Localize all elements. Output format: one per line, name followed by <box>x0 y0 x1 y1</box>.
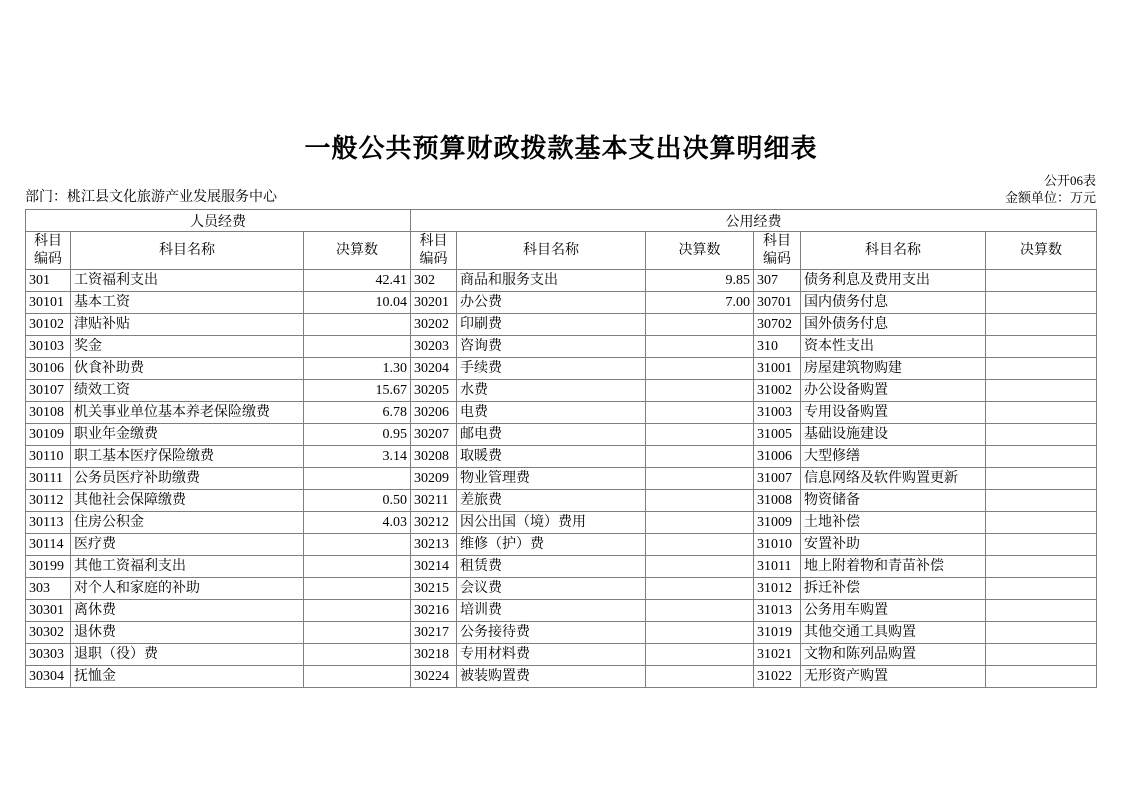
cell-code: 307 <box>754 270 801 292</box>
cell-code: 30214 <box>411 556 457 578</box>
cell-code: 30212 <box>411 512 457 534</box>
cell-name: 伙食补助费 <box>71 358 304 380</box>
cell-name: 水费 <box>457 380 646 402</box>
cell-code: 30202 <box>411 314 457 336</box>
cell-value <box>304 644 411 666</box>
cell-code: 302 <box>411 270 457 292</box>
table-row <box>26 622 1097 644</box>
cell-name: 国外债务付息 <box>801 314 986 336</box>
col-header-code: 科目编码 <box>26 232 71 270</box>
cell-value <box>646 446 754 468</box>
content-area <box>25 172 1096 688</box>
col-header-name: 科目名称 <box>801 232 986 270</box>
cell-value <box>304 622 411 644</box>
cell-value: 1.30 <box>304 358 411 380</box>
table-row <box>26 512 1097 534</box>
table-row <box>26 446 1097 468</box>
cell-code: 30702 <box>754 314 801 336</box>
cell-value <box>646 622 754 644</box>
cell-name: 对个人和家庭的补助 <box>71 578 304 600</box>
cell-name: 专用材料费 <box>457 644 646 666</box>
cell-value <box>304 556 411 578</box>
cell-value <box>304 666 411 688</box>
cell-name: 其他交通工具购置 <box>801 622 986 644</box>
cell-name: 职工基本医疗保险缴费 <box>71 446 304 468</box>
cell-value: 15.67 <box>304 380 411 402</box>
cell-value <box>646 644 754 666</box>
cell-value <box>986 468 1097 490</box>
cell-code: 30208 <box>411 446 457 468</box>
meta-row <box>25 189 1096 207</box>
cell-code: 30224 <box>411 666 457 688</box>
cell-code: 30209 <box>411 468 457 490</box>
cell-name: 手续费 <box>457 358 646 380</box>
cell-code: 31001 <box>754 358 801 380</box>
cell-value <box>646 402 754 424</box>
cell-code: 31005 <box>754 424 801 446</box>
cell-code: 31011 <box>754 556 801 578</box>
cell-name: 土地补偿 <box>801 512 986 534</box>
cell-value: 0.95 <box>304 424 411 446</box>
cell-name: 无形资产购置 <box>801 666 986 688</box>
cell-value <box>304 600 411 622</box>
cell-code: 31019 <box>754 622 801 644</box>
cell-code: 30106 <box>26 358 71 380</box>
cell-name: 公务员医疗补助缴费 <box>71 468 304 490</box>
cell-name: 职业年金缴费 <box>71 424 304 446</box>
cell-value <box>986 314 1097 336</box>
cell-value <box>986 534 1097 556</box>
table-row <box>26 402 1097 424</box>
cell-code: 30103 <box>26 336 71 358</box>
table-row <box>26 534 1097 556</box>
cell-value <box>304 534 411 556</box>
cell-name: 办公设备购置 <box>801 380 986 402</box>
cell-code: 30110 <box>26 446 71 468</box>
cell-name: 安置补助 <box>801 534 986 556</box>
cell-value: 6.78 <box>304 402 411 424</box>
cell-name: 医疗费 <box>71 534 304 556</box>
cell-name: 抚恤金 <box>71 666 304 688</box>
cell-code: 30206 <box>411 402 457 424</box>
cell-code: 31002 <box>754 380 801 402</box>
cell-value <box>304 468 411 490</box>
cell-name: 商品和服务支出 <box>457 270 646 292</box>
cell-name: 电费 <box>457 402 646 424</box>
cell-value: 0.50 <box>304 490 411 512</box>
cell-value <box>986 358 1097 380</box>
cell-code: 31008 <box>754 490 801 512</box>
col-header-code: 科目编码 <box>754 232 801 270</box>
table-code-label: 公开06表 <box>1043 173 1096 188</box>
cell-value <box>646 578 754 600</box>
cell-code: 30215 <box>411 578 457 600</box>
cell-name: 房屋建筑物购建 <box>801 358 986 380</box>
cell-value <box>646 490 754 512</box>
cell-name: 基础设施建设 <box>801 424 986 446</box>
cell-name: 取暖费 <box>457 446 646 468</box>
cell-value <box>646 314 754 336</box>
cell-value: 7.00 <box>646 292 754 314</box>
cell-value <box>646 336 754 358</box>
table-body <box>26 270 1097 688</box>
cell-value <box>986 292 1097 314</box>
cell-name: 文物和陈列品购置 <box>801 644 986 666</box>
cell-value <box>986 490 1097 512</box>
cell-name: 印刷费 <box>457 314 646 336</box>
cell-code: 30111 <box>26 468 71 490</box>
cell-value: 9.85 <box>646 270 754 292</box>
cell-code: 30201 <box>411 292 457 314</box>
cell-name: 国内债务付息 <box>801 292 986 314</box>
cell-value: 10.04 <box>304 292 411 314</box>
cell-name: 债务利息及费用支出 <box>801 270 986 292</box>
group-header-public: 公用经费 <box>411 210 1097 232</box>
cell-code: 31009 <box>754 512 801 534</box>
cell-code: 30302 <box>26 622 71 644</box>
budget-table <box>25 209 1097 688</box>
department-label: 部门：桃江县文化旅游产业发展服务中心 <box>25 190 277 205</box>
cell-code: 30112 <box>26 490 71 512</box>
table-row <box>26 600 1097 622</box>
cell-value <box>986 556 1097 578</box>
table-row <box>26 270 1097 292</box>
cell-code: 30109 <box>26 424 71 446</box>
cell-name: 专用设备购置 <box>801 402 986 424</box>
cell-value <box>646 468 754 490</box>
cell-code: 30216 <box>411 600 457 622</box>
cell-name: 公务接待费 <box>457 622 646 644</box>
cell-code: 30213 <box>411 534 457 556</box>
cell-value <box>986 578 1097 600</box>
cell-value <box>986 600 1097 622</box>
cell-value <box>986 402 1097 424</box>
cell-code: 30107 <box>26 380 71 402</box>
cell-name: 其他社会保障缴费 <box>71 490 304 512</box>
cell-code: 303 <box>26 578 71 600</box>
cell-name: 咨询费 <box>457 336 646 358</box>
col-header-value: 决算数 <box>304 232 411 270</box>
table-row <box>26 578 1097 600</box>
table-row <box>26 490 1097 512</box>
cell-name: 工资福利支出 <box>71 270 304 292</box>
cell-name: 地上附着物和青苗补偿 <box>801 556 986 578</box>
cell-code: 30701 <box>754 292 801 314</box>
group-header-personnel: 人员经费 <box>26 210 411 232</box>
table-header <box>26 210 1097 270</box>
cell-value <box>986 622 1097 644</box>
cell-value <box>646 358 754 380</box>
table-row <box>26 380 1097 402</box>
cell-value <box>986 270 1097 292</box>
cell-value <box>986 446 1097 468</box>
cell-code: 30218 <box>411 644 457 666</box>
table-row <box>26 556 1097 578</box>
cell-name: 物资储备 <box>801 490 986 512</box>
cell-value <box>304 336 411 358</box>
cell-code: 31010 <box>754 534 801 556</box>
cell-code: 30114 <box>26 534 71 556</box>
cell-name: 培训费 <box>457 600 646 622</box>
cell-value <box>646 424 754 446</box>
cell-name: 拆迁补偿 <box>801 578 986 600</box>
cell-code: 30303 <box>26 644 71 666</box>
col-header-name: 科目名称 <box>71 232 304 270</box>
cell-name: 公务用车购置 <box>801 600 986 622</box>
cell-code: 30207 <box>411 424 457 446</box>
cell-name: 退职（役）费 <box>71 644 304 666</box>
cell-value: 4.03 <box>304 512 411 534</box>
cell-name: 机关事业单位基本养老保险缴费 <box>71 402 304 424</box>
cell-name: 维修（护）费 <box>457 534 646 556</box>
cell-code: 31021 <box>754 644 801 666</box>
cell-value <box>646 600 754 622</box>
cell-value <box>304 578 411 600</box>
cell-code: 30102 <box>26 314 71 336</box>
table-row <box>26 336 1097 358</box>
cell-code: 31012 <box>754 578 801 600</box>
cell-name: 绩效工资 <box>71 380 304 402</box>
page-title: 一般公共预算财政拨款基本支出决算明细表 <box>304 134 818 163</box>
cell-value <box>986 644 1097 666</box>
cell-value: 3.14 <box>304 446 411 468</box>
cell-value <box>646 380 754 402</box>
cell-code: 30304 <box>26 666 71 688</box>
cell-name: 离休费 <box>71 600 304 622</box>
col-header-value: 决算数 <box>986 232 1097 270</box>
cell-code: 30217 <box>411 622 457 644</box>
cell-value <box>986 666 1097 688</box>
cell-code: 30113 <box>26 512 71 534</box>
cell-name: 因公出国（境）费用 <box>457 512 646 534</box>
cell-code: 310 <box>754 336 801 358</box>
cell-code: 301 <box>26 270 71 292</box>
col-header-code: 科目编码 <box>411 232 457 270</box>
cell-name: 差旅费 <box>457 490 646 512</box>
col-header-value: 决算数 <box>646 232 754 270</box>
cell-name: 被装购置费 <box>457 666 646 688</box>
cell-value <box>304 314 411 336</box>
cell-value <box>646 534 754 556</box>
cell-code: 31013 <box>754 600 801 622</box>
table-row <box>26 666 1097 688</box>
cell-name: 其他工资福利支出 <box>71 556 304 578</box>
cell-code: 30203 <box>411 336 457 358</box>
cell-name: 物业管理费 <box>457 468 646 490</box>
cell-code: 30108 <box>26 402 71 424</box>
table-row <box>26 468 1097 490</box>
cell-value <box>986 512 1097 534</box>
cell-value <box>646 512 754 534</box>
table-row <box>26 358 1097 380</box>
cell-value <box>646 666 754 688</box>
cell-name: 退休费 <box>71 622 304 644</box>
table-row <box>26 314 1097 336</box>
cell-code: 30204 <box>411 358 457 380</box>
cell-code: 31003 <box>754 402 801 424</box>
cell-name: 邮电费 <box>457 424 646 446</box>
cell-code: 31022 <box>754 666 801 688</box>
cell-name: 会议费 <box>457 578 646 600</box>
cell-code: 30301 <box>26 600 71 622</box>
cell-name: 住房公积金 <box>71 512 304 534</box>
cell-code: 30199 <box>26 556 71 578</box>
cell-value <box>986 380 1097 402</box>
cell-value <box>646 556 754 578</box>
cell-name: 津贴补贴 <box>71 314 304 336</box>
cell-value <box>986 336 1097 358</box>
table-row <box>26 292 1097 314</box>
table-row <box>26 424 1097 446</box>
cell-code: 30205 <box>411 380 457 402</box>
cell-name: 大型修缮 <box>801 446 986 468</box>
cell-name: 办公费 <box>457 292 646 314</box>
cell-code: 31006 <box>754 446 801 468</box>
table-row <box>26 644 1097 666</box>
cell-name: 资本性支出 <box>801 336 986 358</box>
cell-name: 信息网络及软件购置更新 <box>801 468 986 490</box>
cell-name: 奖金 <box>71 336 304 358</box>
cell-code: 31007 <box>754 468 801 490</box>
cell-name: 租赁费 <box>457 556 646 578</box>
cell-value <box>986 424 1097 446</box>
unit-label: 金额单位：万元 <box>1004 190 1096 205</box>
col-header-name: 科目名称 <box>457 232 646 270</box>
cell-code: 30211 <box>411 490 457 512</box>
cell-value: 42.41 <box>304 270 411 292</box>
cell-name: 基本工资 <box>71 292 304 314</box>
cell-code: 30101 <box>26 292 71 314</box>
